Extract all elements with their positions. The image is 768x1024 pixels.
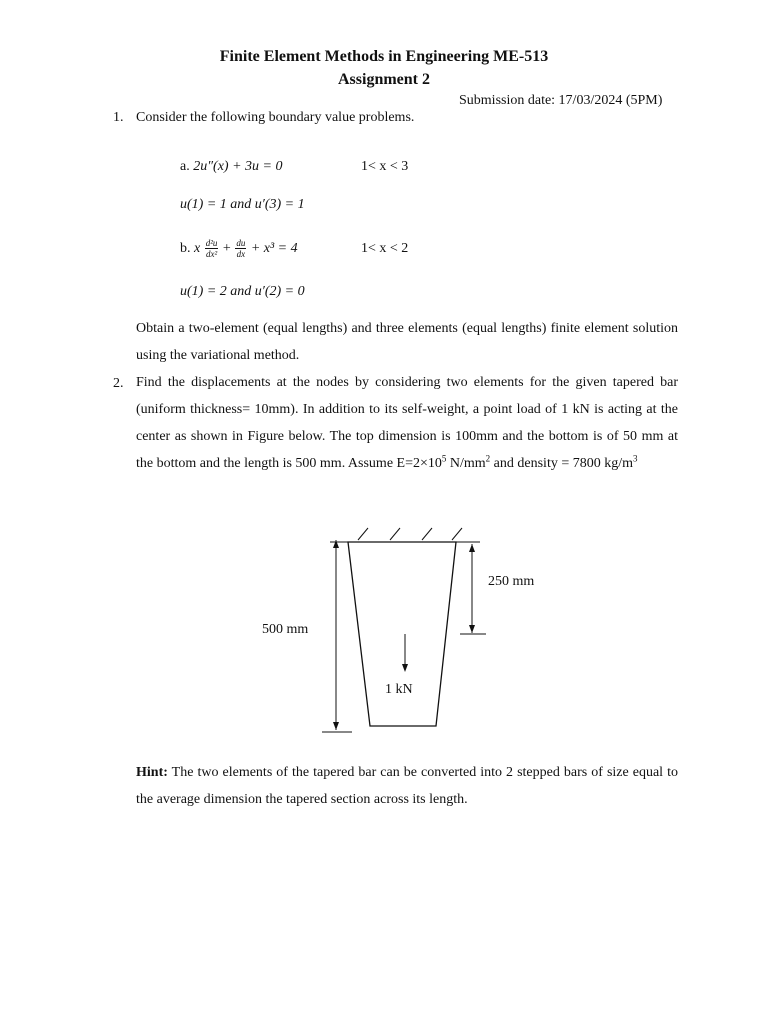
question-1-number: 1.: [113, 110, 124, 125]
problem-b-rest: + x³ = 4: [250, 241, 298, 256]
label-250mm: 250 mm: [488, 574, 535, 589]
problem-a: [180, 159, 282, 175]
hint-paragraph: [136, 759, 678, 813]
question-2-number: 2.: [113, 376, 124, 391]
problem-b-boundary: u(1) = 2 and u′(2) = 0: [180, 284, 305, 299]
dimension-500-arrow-bottom: [333, 722, 339, 730]
problem-a-domain: 1< x < 3: [361, 159, 409, 174]
fraction-d2u-dx2: $\frac{\text{d²u}}{\text{dx²}}$: [205, 238, 218, 260]
course-title: Finite Element Methods in Engineering ME-513: [219, 48, 549, 65]
fraction-du-dx: $\frac{du}{dx}$: [236, 238, 246, 260]
dimension-250-arrow-top: [469, 544, 475, 552]
load-arrow-head: [402, 664, 408, 672]
problem-b-label: b.: [180, 241, 191, 256]
hint-text: The two elements of the tapered bar can be converted into 2 stepped bars of size equal to the average dimension the tapered section across its length.: [136, 765, 678, 807]
problem-a-boundary: u(1) = 1 and u′(3) = 1: [180, 197, 305, 212]
tapered-bar: [348, 542, 456, 726]
problem-a-equation: 2u″(x) + 3u = 0: [193, 159, 283, 174]
assignment-title: Assignment 2: [337, 71, 430, 88]
problem-b: b. x $\frac{\text{d²u}}{\text{dx²}}$ + $\frac{du}{dx}$ + x³ = 4: [180, 238, 298, 260]
hint-label: Hint:: [136, 765, 168, 780]
question-2-text: Find the displacements at the nodes by considering two elements for the given tapered bar (uniform thickness= 10mm). In addition to its self-weight, a point load of 1 kN is acting at the center as shown in Figure below. The top dimension is 100mm and the bottom is of 50 mm at the bottom and the length is 500 mm. Assume $E=2\times 10^5$ $N/mm^2$ and density = 7800 $kg/m^3$: [136, 375, 678, 471]
tapered-bar-figure: [250, 520, 550, 745]
dimension-500-arrow-top: [333, 540, 339, 548]
submission-date: Submission date: 17/03/2024 (5PM): [459, 93, 663, 108]
label-load: 1 kN: [385, 682, 413, 697]
problem-b-domain: 1< x < 2: [361, 241, 409, 256]
dimension-250-arrow-bottom: [469, 625, 475, 633]
question-1-task: Obtain a two-element (equal lengths) and three elements (equal lengths) finite element solution using the variational method.: [136, 321, 678, 363]
label-500mm: 500 mm: [262, 622, 309, 637]
problem-a-label: a.: [180, 159, 190, 174]
question-1-intro: Consider the following boundary value problems.: [136, 110, 415, 125]
problem-b-x: x: [194, 241, 201, 256]
support-hatching: [358, 528, 462, 540]
